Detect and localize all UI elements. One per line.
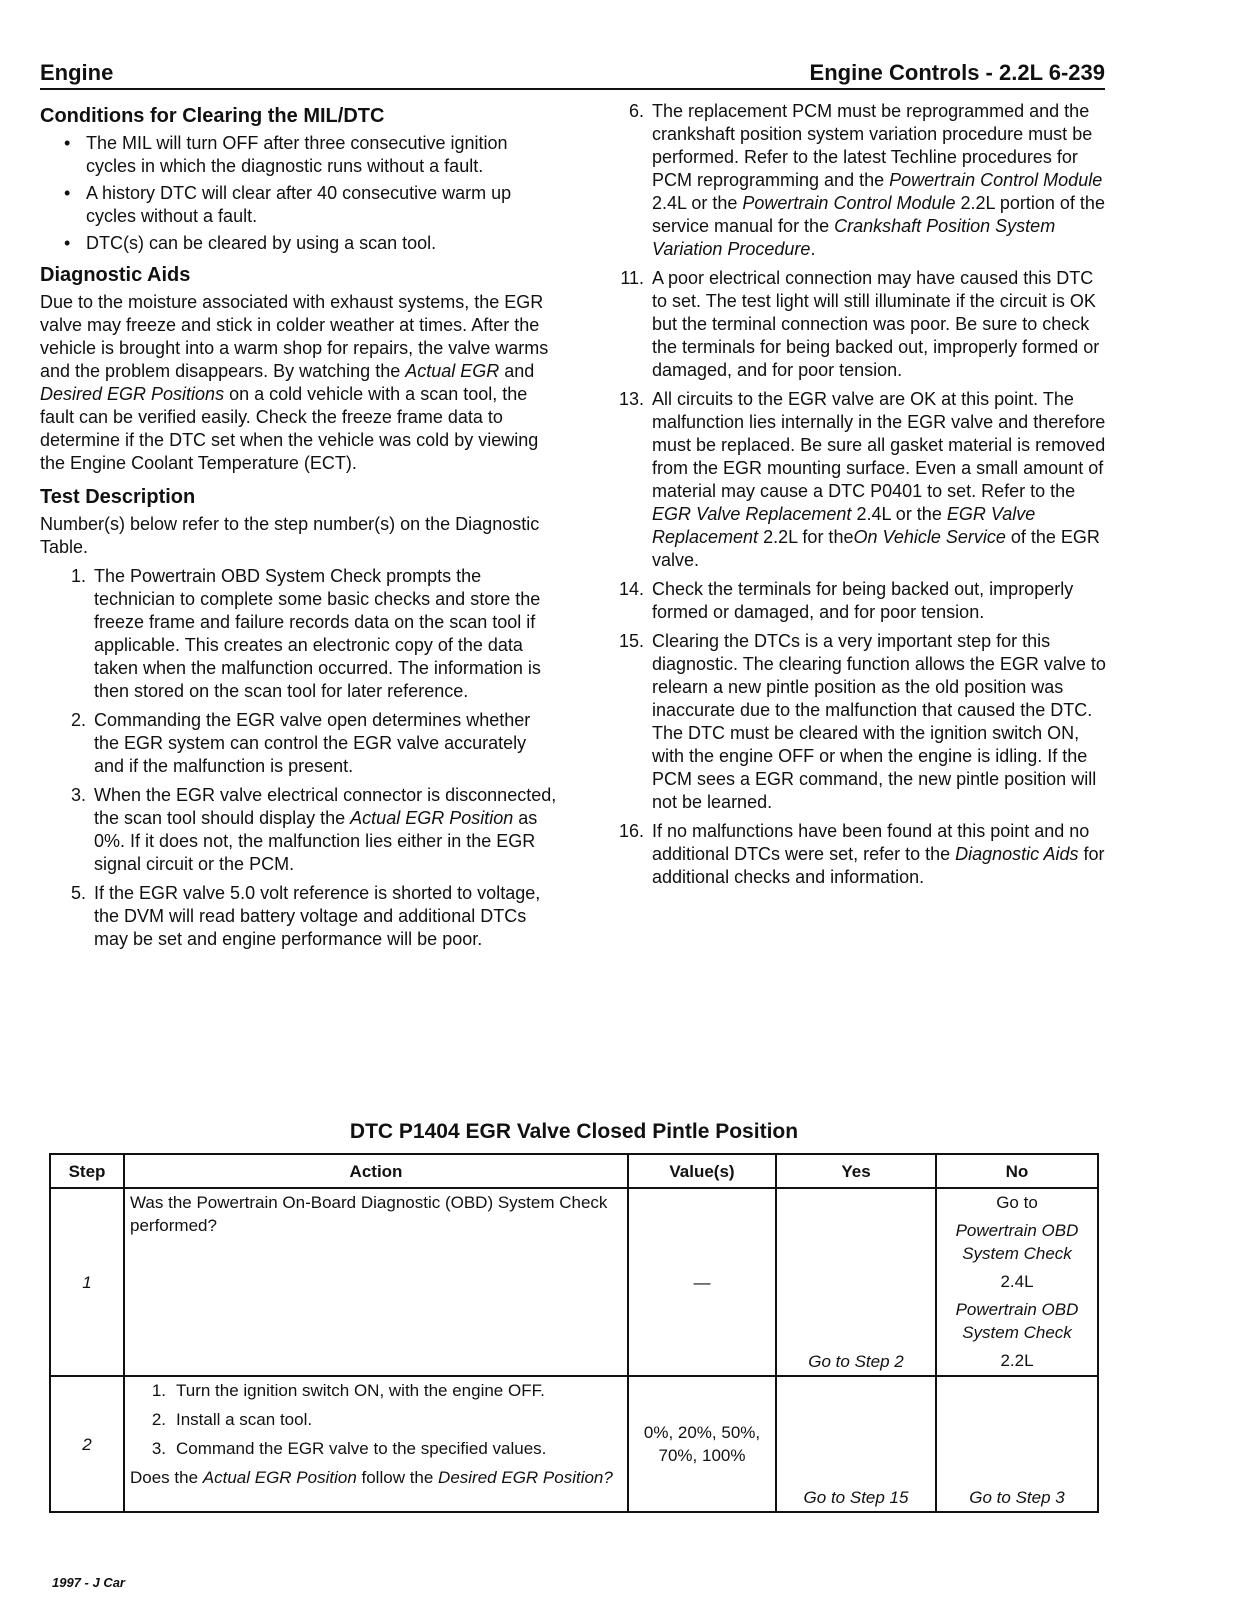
action-cell: Was the Powertrain On-Board Diagnostic (OBD) System Check performed? bbox=[124, 1188, 628, 1376]
list-item: • A history DTC will clear after 40 consecutive warm up cycles without a fault. bbox=[64, 183, 512, 226]
no-cell: Go to Step 3 bbox=[936, 1376, 1098, 1512]
diagnostic-aids-text: Due to the moisture associated with exhaust systems, the EGR valve may freeze and stick in colder weather at times. After the vehicle is brought into a warm shop for repairs, the valve warms and the problem disappears. By watching the Actual EGR and Desired EGR Positions on a cold vehicle with a scan tool, the fault can be verified easily. Check the freeze frame data to determine if the DTC set when the vehicle was cold by viewing the Engine Coolant Temperature (ECT). bbox=[40, 292, 549, 473]
list-item: 14. Check the terminals for being backed out, improperly formed or damaged, and for poor tension. bbox=[618, 579, 1074, 622]
diagnostic-table bbox=[49, 1153, 1099, 1513]
column-header-no: No bbox=[936, 1154, 1098, 1188]
step-number: 1 bbox=[50, 1188, 124, 1376]
list-item: 6. The replacement PCM must be reprogrammed and the crankshaft position system variation procedure must be performed. Refer to the latest Techline procedures for PCM reprogramming and the Powertrain Control Module 2.4L or the Powertrain Control Module 2.2L portion of the service manual for the Crankshaft Position System Variation Procedure. bbox=[628, 101, 1105, 259]
list-item: 1. Turn the ignition switch ON, with the engine OFF. bbox=[151, 1381, 545, 1400]
list-item: 5. If the EGR valve 5.0 volt reference is shorted to voltage, the DVM will read battery voltage and additional DTCs may be set and engine performance will be poor. bbox=[70, 883, 541, 949]
page-header bbox=[40, 56, 1105, 90]
page-footer: 1997 - J Car bbox=[52, 1575, 125, 1590]
action-steps bbox=[130, 1379, 622, 1460]
table-title: DTC P1404 EGR Valve Closed Pintle Position bbox=[349, 1120, 799, 1143]
list-item: 13. All circuits to the EGR valve are OK at this point. The malfunction lies internally in the EGR valve and therefore must be replaced. Be sure all gasket material is removed from the EGR mounting surface. Even a small amount of material may cause a DTC P0401 to set. Refer to the EGR Valve Replacement 2.4L or the EGR Valve Replacement 2.2L for theOn Vehicle Service of the EGR valve. bbox=[618, 389, 1106, 570]
yes-cell: Go to Step 15 bbox=[776, 1376, 936, 1512]
list-item: 15. Clearing the DTCs is a very important step for this diagnostic. The clearing function allows the EGR valve to relearn a new pintle position as the old position was inaccurate due to the malfunction that caused the DTC. The DTC must be cleared with the ignition switch ON, with the engine OFF or when the engine is idling. If the PCM sees a EGR command, the new pintle position will not be learned. bbox=[618, 631, 1106, 812]
section-name: Engine bbox=[40, 60, 114, 85]
diagnostic-aids-heading: Diagnostic Aids bbox=[40, 264, 191, 286]
left-column bbox=[40, 100, 560, 957]
value-cell: — bbox=[628, 1188, 776, 1376]
test-steps-left bbox=[40, 565, 560, 951]
column-header-step: Step bbox=[50, 1154, 124, 1188]
list-item: 11. A poor electrical connection may have caused this DTC to set. The test light will still illuminate if the circuit is OK but the terminal connection was poor. Be sure to check the terminals for being backed out, improperly formed or damaged, and for poor tension. bbox=[620, 268, 1100, 380]
list-item: 1. The Powertrain OBD System Check prompts the technician to complete some basic checks and store the freeze frame and failure records data on the scan tool if applicable. This creates an electronic copy of the data taken when the malfunction occurred. The information is then stored on the scan tool for later reference. bbox=[70, 566, 541, 701]
list-item: 3. When the EGR valve electrical connector is disconnected, the scan tool should display the Actual EGR Position as 0%. If it does not, the malfunction lies either in the EGR signal circuit or the PCM. bbox=[70, 785, 557, 874]
test-description-heading: Test Description bbox=[40, 486, 196, 508]
conditions-heading: Conditions for Clearing the MIL/DTC bbox=[40, 105, 385, 127]
action-cell bbox=[124, 1376, 628, 1512]
no-cell: Go to Powertrain OBD System Check 2.4L Powertrain OBD System Check 2.2L bbox=[936, 1188, 1098, 1376]
test-description-intro: Number(s) below refer to the step number(s) on the Diagnostic Table. bbox=[40, 514, 540, 557]
list-item: 16. If no malfunctions have been found at this point and no additional DTCs were set, refer to the Diagnostic Aids for additional checks and information. bbox=[618, 821, 1105, 887]
table-row bbox=[50, 1188, 1098, 1376]
yes-cell: Go to Step 2 bbox=[776, 1188, 936, 1376]
page-title: Engine Controls - 2.2L 6-239 bbox=[809, 60, 1105, 85]
list-item: 2. Commanding the EGR valve open determines whether the EGR system can control the EGR valve accurately and if the malfunction is present. bbox=[70, 710, 531, 776]
list-item: 3. Command the EGR valve to the specified values. bbox=[151, 1439, 547, 1458]
column-header-values: Value(s) bbox=[628, 1154, 776, 1188]
table-row bbox=[50, 1376, 1098, 1512]
action-question: Does the Actual EGR Position follow the Desired EGR Position? bbox=[130, 1468, 613, 1487]
list-item: 2. Install a scan tool. bbox=[151, 1410, 313, 1429]
right-column bbox=[600, 100, 1110, 895]
column-header-yes: Yes bbox=[776, 1154, 936, 1188]
table-header-row bbox=[50, 1154, 1098, 1188]
step-number: 2 bbox=[50, 1376, 124, 1512]
list-item: • DTC(s) can be cleared by using a scan tool. bbox=[64, 233, 437, 253]
test-steps-right bbox=[600, 100, 1110, 889]
value-cell: 0%, 20%, 50%, 70%, 100% bbox=[628, 1376, 776, 1512]
conditions-list bbox=[40, 132, 560, 255]
column-header-action: Action bbox=[124, 1154, 628, 1188]
list-item: • The MIL will turn OFF after three consecutive ignition cycles in which the diagnostic runs without a fault. bbox=[64, 133, 508, 176]
